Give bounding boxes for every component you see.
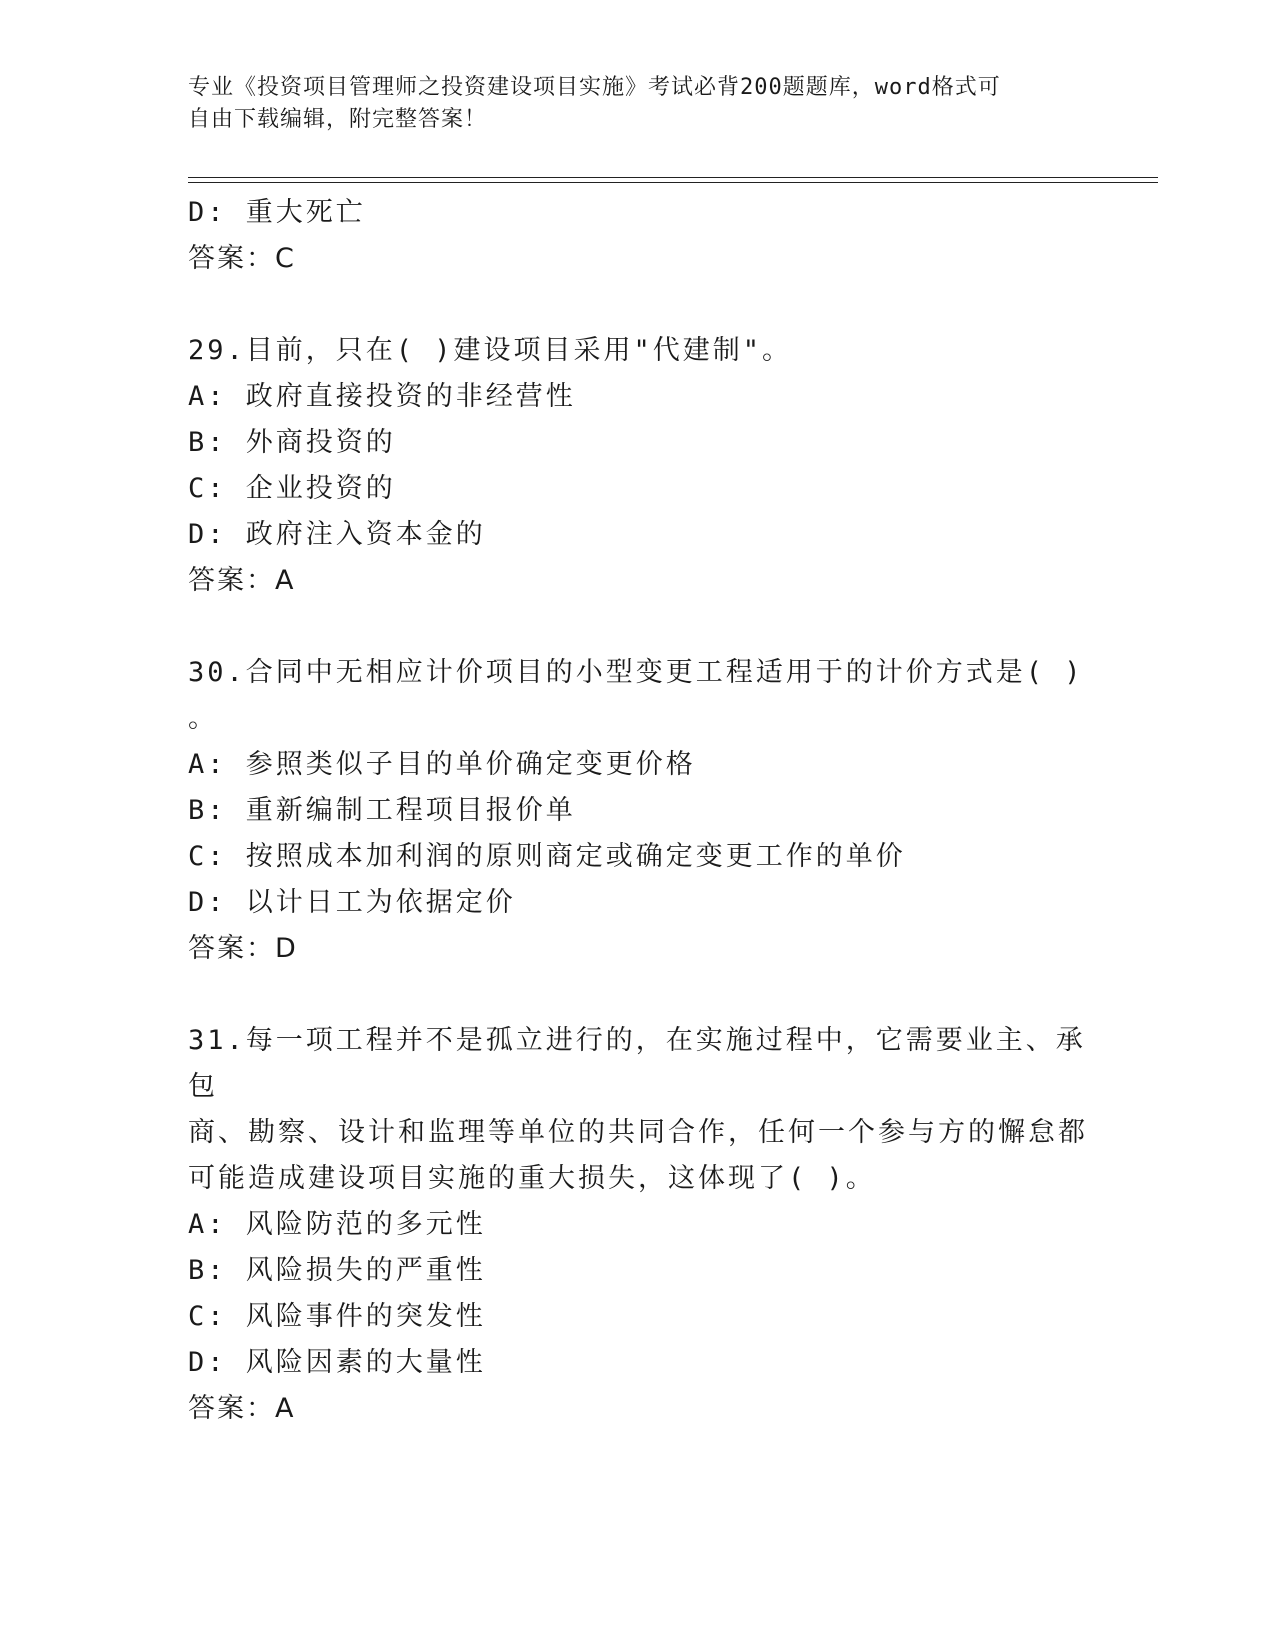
option-b: B: 外商投资的 (188, 427, 396, 458)
answer: 答案：A (188, 565, 296, 596)
option-d: D: 重大死亡 (188, 197, 366, 228)
header-line-2: 自由下载编辑，附完整答案！ (188, 107, 488, 132)
option-b: B: 重新编制工程项目报价单 (188, 795, 576, 826)
header-divider-bottom (188, 182, 1158, 183)
answer: 答案：C (188, 243, 296, 274)
question-text-continued: 可能造成建设项目实施的重大损失，这体现了( )。 (188, 1163, 876, 1194)
document-header (188, 72, 1068, 136)
option-d: D: 政府注入资本金的 (188, 519, 486, 550)
question-29 (188, 328, 1088, 604)
option-a: A: 参照类似子目的单价确定变更价格 (188, 749, 696, 780)
question-text: 31.每一项工程并不是孤立进行的，在实施过程中，它需要业主、承包 (188, 1025, 1086, 1102)
option-a: A: 政府直接投资的非经营性 (188, 381, 576, 412)
option-c: C: 风险事件的突发性 (188, 1301, 486, 1332)
option-d: D: 以计日工为依据定价 (188, 887, 516, 918)
question-text: 30.合同中无相应计价项目的小型变更工程适用于的计价方式是( ) (188, 657, 1084, 688)
question-30 (188, 650, 1088, 972)
question-31 (188, 1018, 1088, 1432)
spacer (188, 972, 1088, 1018)
question-content (188, 190, 1088, 1432)
option-c: C: 企业投资的 (188, 473, 396, 504)
option-b: B: 风险损失的严重性 (188, 1255, 486, 1286)
option-a: A: 风险防范的多元性 (188, 1209, 486, 1240)
spacer (188, 604, 1088, 650)
spacer (188, 282, 1088, 328)
header-divider-top (188, 177, 1158, 178)
question-text-continued: 。 (188, 703, 218, 734)
question-text-continued: 商、勘察、设计和监理等单位的共同合作，任何一个参与方的懈怠都 (188, 1117, 1088, 1148)
answer: 答案：A (188, 1393, 296, 1424)
previous-question-tail (188, 190, 1088, 282)
option-c: C: 按照成本加利润的原则商定或确定变更工作的单价 (188, 841, 906, 872)
header-line-1: 专业《投资项目管理师之投资建设项目实施》考试必背200题题库，word格式可 (188, 75, 1001, 100)
option-d: D: 风险因素的大量性 (188, 1347, 486, 1378)
answer: 答案：D (188, 933, 298, 964)
question-text: 29.目前，只在( )建设项目采用"代建制"。 (188, 335, 793, 366)
